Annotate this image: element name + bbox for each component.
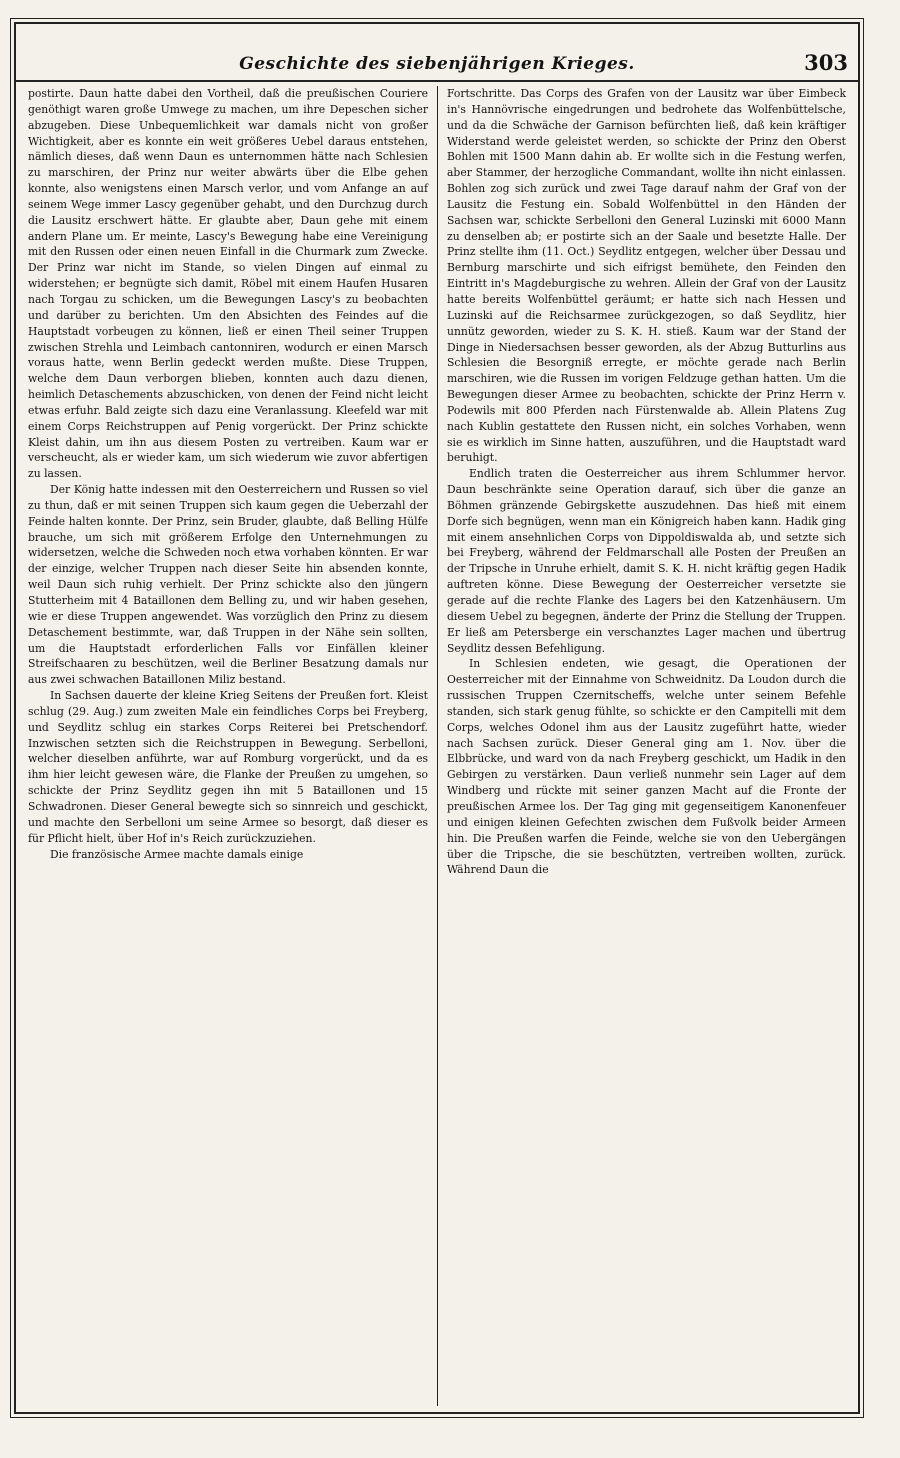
paragraph: postirte. Daun hatte dabei den Vortheil, daß die preußischen Couriere genöthigt waren große Umwege zu machen, um ihre Depeschen sicher abzugeben. Diese Unbequemlichkeit war damals nicht von großer Wichtigkeit, aber es konnte ein weit größeres Uebel daraus entstehen, nämlich dieses, daß wenn Daun es unternommen hätte nach Schlesien zu marschiren, der Prinz nur weiter abwärts über die Elbe gehen konnte, also wenigstens einen Marsch verlor, und vom Anfange an auf seinem Wege immer Lascy gegenüber gehabt, und den Durchzug durch die Lausitz erschwert hätte. Er glaubte aber, Daun gehe mit einem andern Plane um. Er meinte, Lascy's Bewegung habe eine Vereinigung mit den Russen oder einen neuen Einfall in die Churmark zum Zwecke. Der Prinz war nicht im Stande, so vielen Dingen auf einmal zu widerstehen; er begnügte sich damit, Röbel mit einem Haufen Husaren nach Torgau zu schicken, um die Bewegungen Lascy's zu beobachten und darüber zu berichten. Um den Absichten des Feindes auf die Hauptstadt vorbeugen zu können, ließ er einen Theil seiner Truppen zwischen Strehla und Leimbach cantonniren, wodurch er einen Marsch voraus hatte, wenn Berlin gedeckt werden mußte. Diese Truppen, welche dem Daun verborgen blieben, konnten auch dazu dienen, heimlich Detaschements abzuschicken, von denen der Feind nicht leicht etwas erfuhr. Bald zeigte sich dazu eine Veranlassung. Kleefeld war mit einem Corps Reichstruppen auf Penig vorgerückt. Der Prinz schickte Kleist dahin, um ihn aus diesem Posten zu vertreiben. Kaum war er verscheucht, als er wieder kam, um sich wiederum wie zuvor abfertigen zu lassen. [28,87,428,481]
left-column [24,86,437,1406]
paragraph: In Schlesien endeten, wie gesagt, die Operationen der Oesterreicher mit der Einnahme von Schweidnitz. Da Loudon durch die russischen Truppen Czernitscheffs, welche unter seinem Befehle standen, sich stark genug fühlte, so schickte er den Campitelli mit dem Corps, welches Odonel ihm aus der Lausitz zugeführt hatte, wieder nach Sachsen zurück. Dieser General ging am 1. Nov. über die Elbbrücke, und ward von da nach Freyberg geschickt, um Hadik in den Gebirgen zu verstärken. Daun verließ nunmehr sein Lager auf dem Windberg und rückte mit seiner ganzen Macht auf die Fronte der preußischen Armee los. Der Tag ging mit gegenseitigem Kanonenfeuer und einigen kleinen Gefechten zwischen dem Fußvolk beider Armeen hin. Die Preußen warfen die Feinde, welche sie von den Uebergängen über die Tripsche, die sie beschützten, vertreiben wollten, zurück. Während Daun die [447,657,846,877]
running-title: Geschichte des siebenjährigen Krieges. [239,54,635,74]
paragraph: Endlich traten die Oesterreicher aus ihrem Schlummer hervor. Daun beschränkte seine Operation darauf, sich über die ganze an Böhmen gränzende Gebirgskette auszudehnen. Das hieß mit einem Dorfe sich begnügen, wenn man ein Königreich haben kann. Hadik ging mit einem ansehnlichen Corps von Dippoldiswalda ab, und setzte sich bei Freyberg, während der Feldmarschall alle Posten der Preußen an der Tripsche in Unruhe erhielt, damit S. K. H. nicht kräftig gegen Hadik auftreten könne. Diese Bewegung der Oesterreicher versetzte sie gerade auf die rechte Flanke des Lagers bei den Katzenhäusern. Um diesem Uebel zu begegnen, änderte der Prinz die Stellung der Truppen. Er ließ am Petersberge ein verschanztes Lager machen und übertrug Seydlitz dessen Befehligung. [447,467,846,655]
text-columns [24,86,850,1406]
paragraph: Der König hatte indessen mit den Oesterreichern und Russen so viel zu thun, daß er mit seinen Truppen sich kaum gegen die Ueberzahl der Feinde halten konnte. Der Prinz, sein Bruder, glaubte, daß Belling Hülfe brauche, um sich mit größerem Erfolge den Unternehmungen zu widersetzen, welche die Schweden noch etwa vorhaben könnten. Er war der einzige, welcher Truppen nach dieser Seite hin absenden konnte, weil Daun sich ruhig verhielt. Der Prinz schickte also den jüngern Stutterheim mit 4 Bataillonen dem Belling zu, und wir haben gesehen, wie er diese Truppen angewendet. Was vorzüglich den Prinz zu diesem Detaschement bestimmte, war, daß Truppen in der Nähe sein sollten, um die Hauptstadt erforderlichen Falls vor Einfällen kleiner Streifschaaren zu beschützen, weil die Berliner Besatzung damals nur aus zwei schwachen Bataillonen Miliz bestand. [28,483,428,687]
paragraph: Die französische Armee machte damals einige [50,847,304,861]
page-number: 303 [804,50,848,75]
right-column [437,86,850,1406]
page-header [14,22,860,80]
paragraph: Fortschritte. Das Corps des Grafen von der Lausitz war über Eimbeck in's Hannövrische eingedrungen und bedrohete das Wolfenbüttelsche, und da die Schwäche der Garnison befürchten ließ, daß kein kräftiger Widerstand werde geleistet werden, so schickte der Prinz den Oberst Bohlen mit 1500 Mann dahin ab. Er wollte sich in die Festung werfen, aber Stammer, der herzogliche Commandant, wollte ihn nicht einlassen. Bohlen zog sich zurück und zwei Tage darauf nahm der Graf von der Lausitz die Festung ein. Sobald Wolfenbüttel in den Händen der Sachsen war, schickte Serbelloni den General Luzinski mit 6000 Mann zu denselben ab; er postirte sich an der Saale und besetzte Halle. Der Prinz stellte ihm (11. Oct.) Seydlitz entgegen, welcher über Dessau und Bernburg marschirte und sich eifrigst bemühete, den Feinden den Eintritt in's Magdeburgische zu wehren. Allein der Graf von der Lausitz hatte bereits Wolfenbüttel geräumt; er hatte sich nach Hessen und Luzinski auf die Reichsarmee zurückgezogen, so daß Seydlitz, hier unnütz geworden, wieder zu S. K. H. stieß. Kaum war der Stand der Dinge in Niedersachsen besser geworden, als der Abzug Butturlins aus Schlesien die Besorgniß erregte, er möchte gerade nach Berlin marschiren, wie die Russen im vorigen Feldzuge gethan hatten. Um die Bewegungen dieser Armee zu beobachten, schickte der Prinz Herrn v. Podewils mit 800 Pferden nach Fürstenwalde ab. Allein Platens Zug nach Kublin gestattete den Russen nicht, ein solches Vorhaben, wenn sie es wirklich im Sinne hatten, auszuführen, und die Hauptstadt ward beruhigt. [447,87,846,465]
header-rule [14,80,860,82]
paragraph: In Sachsen dauerte der kleine Krieg Seitens der Preußen fort. Kleist schlug (29. Aug.) zum zweiten Male ein feindliches Corps bei Freyberg, und Seydlitz schlug ein starkes Corps Reiterei bei Pretschendorf. Inzwischen setzten sich die Reichstruppen in Bewegung. Serbelloni, welcher dieselben anführte, war auf Romburg vorgerückt, und da es ihm hier leicht gewesen wäre, die Flanke der Preußen zu umgehen, so schickte der Prinz Seydlitz gegen ihn mit 5 Bataillonen und 15 Schwadronen. Dieser General bewegte sich so sinnreich und geschickt, und machte den Serbelloni um seine Armee so besorgt, daß dieser es für Pflicht hielt, über Hof in's Reich zurückzuziehen. [28,689,428,845]
